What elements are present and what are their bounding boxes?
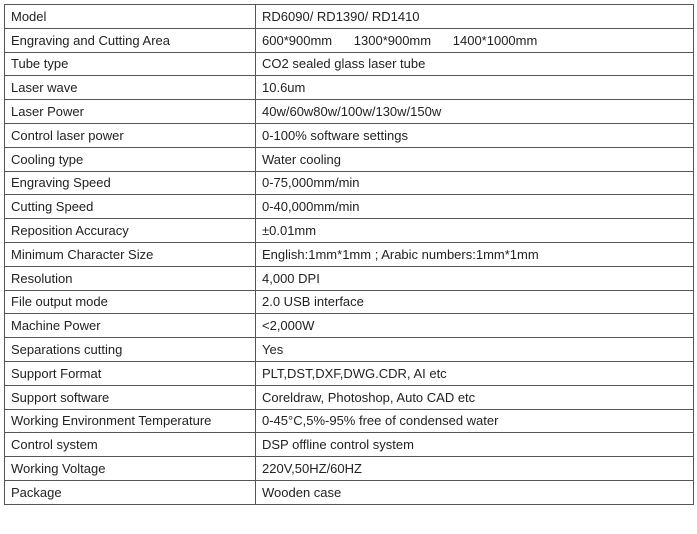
spec-label-cell: Laser wave	[5, 76, 256, 100]
specification-table	[4, 4, 694, 505]
spec-value-cell: 0-100% software settings	[256, 123, 694, 147]
spec-label-cell: Package	[5, 480, 256, 504]
table-row	[5, 314, 694, 338]
table-row	[5, 433, 694, 457]
spec-value-cell: ±0.01mm	[256, 219, 694, 243]
table-row	[5, 409, 694, 433]
table-row	[5, 385, 694, 409]
table-row	[5, 457, 694, 481]
spec-label-cell: Control laser power	[5, 123, 256, 147]
spec-label-cell: Laser Power	[5, 100, 256, 124]
table-row	[5, 100, 694, 124]
spec-value-cell: Water cooling	[256, 147, 694, 171]
spec-value-cell: 220V,50HZ/60HZ	[256, 457, 694, 481]
table-row	[5, 290, 694, 314]
spec-label-cell: Tube type	[5, 52, 256, 76]
spec-label-cell: Separations cutting	[5, 338, 256, 362]
table-row	[5, 338, 694, 362]
table-row	[5, 266, 694, 290]
spec-label-cell: Model	[5, 5, 256, 29]
table-row	[5, 195, 694, 219]
spec-value-cell: <2,000W	[256, 314, 694, 338]
table-row	[5, 28, 694, 52]
spec-label-cell: Engraving and Cutting Area	[5, 28, 256, 52]
spec-value-cell: PLT,DST,DXF,DWG.CDR, AI etc	[256, 361, 694, 385]
spec-value-cell: 2.0 USB interface	[256, 290, 694, 314]
spec-value-cell: 600*900mm 1300*900mm 1400*1000mm	[256, 28, 694, 52]
spec-value-cell: 4,000 DPI	[256, 266, 694, 290]
spec-value-cell: 0-45°C,5%-95% free of condensed water	[256, 409, 694, 433]
spec-label-cell: Machine Power	[5, 314, 256, 338]
spec-value-cell: 40w/60w80w/100w/130w/150w	[256, 100, 694, 124]
table-row	[5, 171, 694, 195]
spec-label-cell: Working Environment Temperature	[5, 409, 256, 433]
spec-value-cell: RD6090/ RD1390/ RD1410	[256, 5, 694, 29]
table-row	[5, 5, 694, 29]
spec-value-cell: English:1mm*1mm ; Arabic numbers:1mm*1mm	[256, 242, 694, 266]
spec-label-cell: Reposition Accuracy	[5, 219, 256, 243]
table-row	[5, 480, 694, 504]
specification-table-body	[5, 5, 694, 505]
spec-label-cell: Cutting Speed	[5, 195, 256, 219]
spec-value-cell: Yes	[256, 338, 694, 362]
spec-label-cell: Minimum Character Size	[5, 242, 256, 266]
table-row	[5, 219, 694, 243]
spec-value-cell: CO2 sealed glass laser tube	[256, 52, 694, 76]
spec-value-cell: 0-40,000mm/min	[256, 195, 694, 219]
table-row	[5, 123, 694, 147]
spec-label-cell: Support Format	[5, 361, 256, 385]
spec-value-cell: 0-75,000mm/min	[256, 171, 694, 195]
spec-label-cell: File output mode	[5, 290, 256, 314]
table-row	[5, 147, 694, 171]
spec-value-cell: Wooden case	[256, 480, 694, 504]
spec-value-cell: 10.6um	[256, 76, 694, 100]
spec-label-cell: Support software	[5, 385, 256, 409]
table-row	[5, 242, 694, 266]
spec-label-cell: Working Voltage	[5, 457, 256, 481]
spec-value-cell: DSP offline control system	[256, 433, 694, 457]
table-row	[5, 52, 694, 76]
spec-label-cell: Control system	[5, 433, 256, 457]
spec-label-cell: Resolution	[5, 266, 256, 290]
table-row	[5, 361, 694, 385]
spec-label-cell: Cooling type	[5, 147, 256, 171]
spec-label-cell: Engraving Speed	[5, 171, 256, 195]
spec-value-cell: Coreldraw, Photoshop, Auto CAD etc	[256, 385, 694, 409]
table-row	[5, 76, 694, 100]
